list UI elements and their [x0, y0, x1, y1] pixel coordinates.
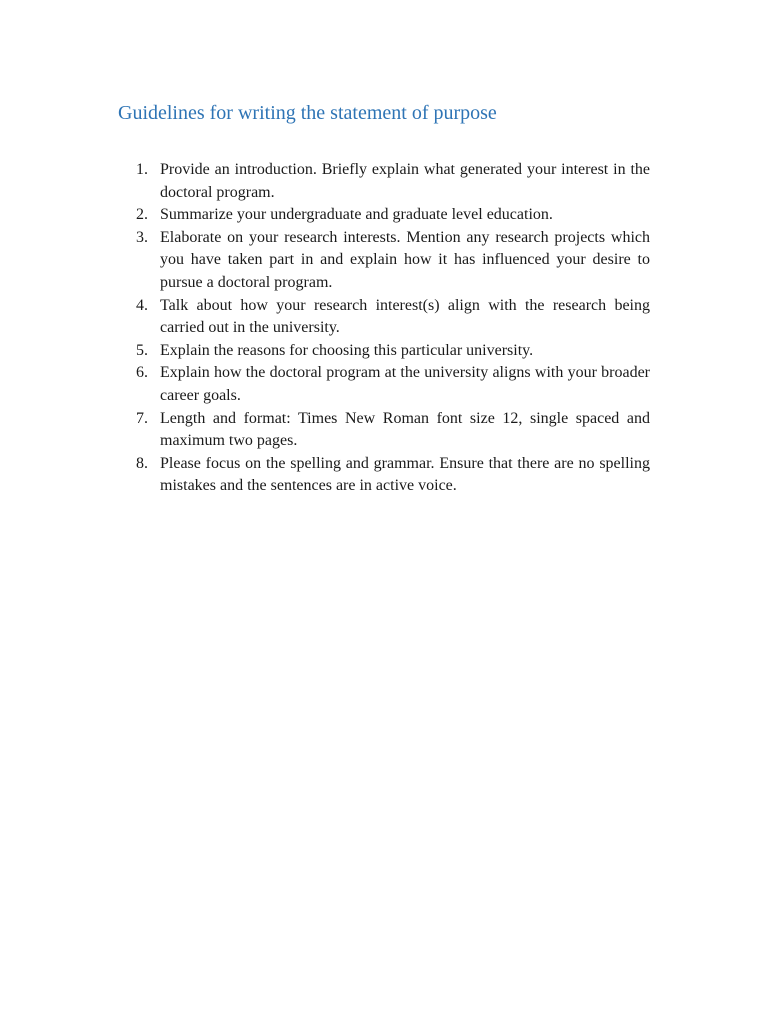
list-item-number: 7. [136, 409, 148, 427]
list-item-text: Talk about how your research interest(s) align with the research being carried out in the university. [160, 296, 650, 337]
list-item-number: 5. [136, 341, 148, 359]
list-item-text: Elaborate on your research interests. Mention any research projects which you have taken part in and explain how it has influenced your desire to pursue a doctoral program. [160, 228, 650, 291]
list-item-text: Explain how the doctoral program at the university aligns with your broader career goals. [160, 364, 650, 404]
list-item [136, 453, 650, 498]
document-title: Guidelines for writing the statement of purpose [118, 102, 497, 124]
guidelines-list [136, 159, 650, 498]
list-item-text: Summarize your undergraduate and graduate level education. [160, 206, 553, 224]
list-item [136, 408, 650, 453]
list-item [136, 227, 650, 295]
list-item-number: 8. [136, 454, 148, 472]
list-item-text: Explain the reasons for choosing this particular university. [160, 341, 534, 359]
list-item-text: Length and format: Times New Roman font size 12, single spaced and maximum two pages. [160, 409, 650, 450]
list-item [136, 362, 650, 407]
list-item [136, 159, 650, 204]
list-item-text: Please focus on the spelling and grammar. Ensure that there are no spelling mistakes and the sentences are in active voice. [160, 454, 650, 495]
list-item-number: 2. [136, 206, 148, 224]
list-item-number: 6. [136, 364, 148, 382]
list-item-number: 3. [136, 228, 148, 246]
list-item-text: Provide an introduction. Briefly explain what generated your interest in the doctoral program. [160, 161, 650, 201]
list-item-number: 4. [136, 296, 148, 314]
list-item [136, 204, 650, 227]
list-item [136, 295, 650, 340]
list-item-number: 1. [136, 161, 148, 178]
list-item [136, 340, 650, 363]
